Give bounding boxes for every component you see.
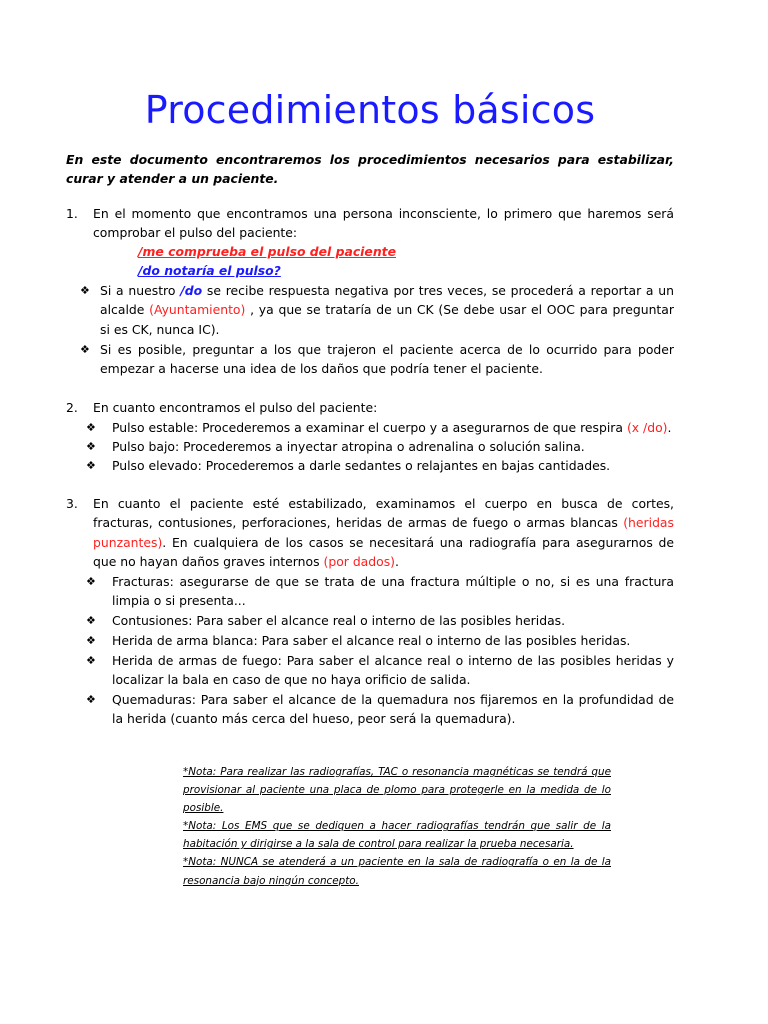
notes-block <box>183 763 611 890</box>
bullet-icon: ❖ <box>80 343 90 356</box>
section-3-text-mid: . En cualquiera de los casos se necesitará una radiografía para asegurarnos de que no hayan daños graves internos <box>93 534 674 570</box>
section-3-text <box>93 494 674 572</box>
section-3-highlight-2: (por dados) <box>323 554 396 570</box>
bullet-icon: ❖ <box>86 634 96 647</box>
bullet-icon: ❖ <box>86 459 96 472</box>
section-1-bullet-1 <box>100 281 674 339</box>
bullet-icon: ❖ <box>86 575 96 588</box>
pulse-stable-text: Pulso estable: Procederemos a examinar el cuerpo y a asegurarnos de que respira <box>112 420 623 435</box>
section-2-bullet-2: Pulso bajo: Procederemos a inyectar atropina o adrenalina o solución salina. <box>112 439 585 454</box>
section-2-text: En cuanto encontramos el pulso del paciente: <box>93 400 378 415</box>
section-1-text: En el momento que encontramos una persona inconsciente, lo primero que haremos será comprobar el pulso del paciente: <box>93 206 674 241</box>
section-3-bullet-3: Herida de arma blanca: Para saber el alcance real o interno de las posibles heridas. <box>112 633 631 648</box>
section-2-bullet-3: Pulso elevado: Procederemos a darle sedantes o relajantes en bajas cantidades. <box>112 458 611 473</box>
section-1-number: 1. <box>66 206 78 221</box>
bullet-icon: ❖ <box>86 654 96 667</box>
bullet-1-post: , ya que se trataría de un CK (Se debe usar el OOC para preguntar si es CK, nunca IC). <box>100 302 674 337</box>
bullet-1-pre: Si a nuestro <box>100 283 176 298</box>
intro-paragraph: En este documento encontraremos los procedimientos necesarios para estabilizar, curar y atender a un paciente. <box>66 152 674 186</box>
bullet-1-mid: se recibe respuesta negativa por tres veces, se procederá a reportar a un alcalde <box>100 283 674 318</box>
section-3-text-pre: En cuanto el paciente esté estabilizado, examinamos el cuerpo en busca de cortes, fracturas, contusiones, perforaciones, heridas de armas de fuego o armas blancas <box>93 496 674 531</box>
bullet-icon: ❖ <box>86 421 96 434</box>
pulse-stable-highlight: (x /do) <box>626 420 668 435</box>
bullet-icon: ❖ <box>86 614 96 627</box>
command-me-line: /me comprueba el pulso del paciente <box>138 244 396 259</box>
section-3-number: 3. <box>66 496 78 511</box>
section-3-bullet-4: Herida de armas de fuego: Para saber el alcance real o interno de las posibles heridas y localizar la bala en caso de que no haya orificio de salida. <box>112 653 674 688</box>
note-3: *Nota: NUNCA se atenderá a un paciente en la sala de radiografía o en la de la resonancia bajo ningún concepto. <box>183 856 611 887</box>
section-2-bullet-1 <box>112 418 674 437</box>
bullet-icon: ❖ <box>86 440 96 453</box>
page-title: Procedimientos básicos <box>144 88 596 132</box>
note-1: *Nota: Para realizar las radiografías, TAC o resonancia magnéticas se tendrá que provisionar al paciente una placa de plomo para protegerle en la medida de lo posible. <box>183 766 611 815</box>
note-2: *Nota: Los EMS que se dediquen a hacer radiografías tendrán que salir de la habitación y dirigirse a la sala de control para realizar la prueba necesaria. <box>183 820 611 851</box>
section-3-bullet-2: Contusiones: Para saber el alcance real o interno de las posibles heridas. <box>112 613 566 628</box>
section-1-bullet-2: Si es posible, preguntar a los que trajeron el paciente acerca de lo ocurrido para poder empezar a hacerse una idea de los daños que podría tener el paciente. <box>100 342 674 377</box>
section-3-bullet-5: Quemaduras: Para saber el alcance de la quemadura nos fijaremos en la profundidad de la herida (cuanto más cerca del hueso, peor será la quemadura). <box>112 692 674 727</box>
pulse-stable-end: . <box>667 420 672 435</box>
section-2-number: 2. <box>66 400 78 415</box>
bullet-icon: ❖ <box>86 693 96 706</box>
section-3-bullet-1: Fracturas: asegurarse de que se trata de una fractura múltiple o no, si es una fractura limpia o si presenta... <box>112 574 674 609</box>
section-3-text-post: . <box>395 554 399 570</box>
command-do-line: /do notaría el pulso? <box>138 263 281 278</box>
bullet-1-highlight: (Ayuntamiento) <box>149 302 246 318</box>
bullet-icon: ❖ <box>80 284 90 297</box>
bullet-1-command: /do <box>180 283 203 298</box>
section-3-highlight-1: (heridas punzantes) <box>93 515 674 550</box>
